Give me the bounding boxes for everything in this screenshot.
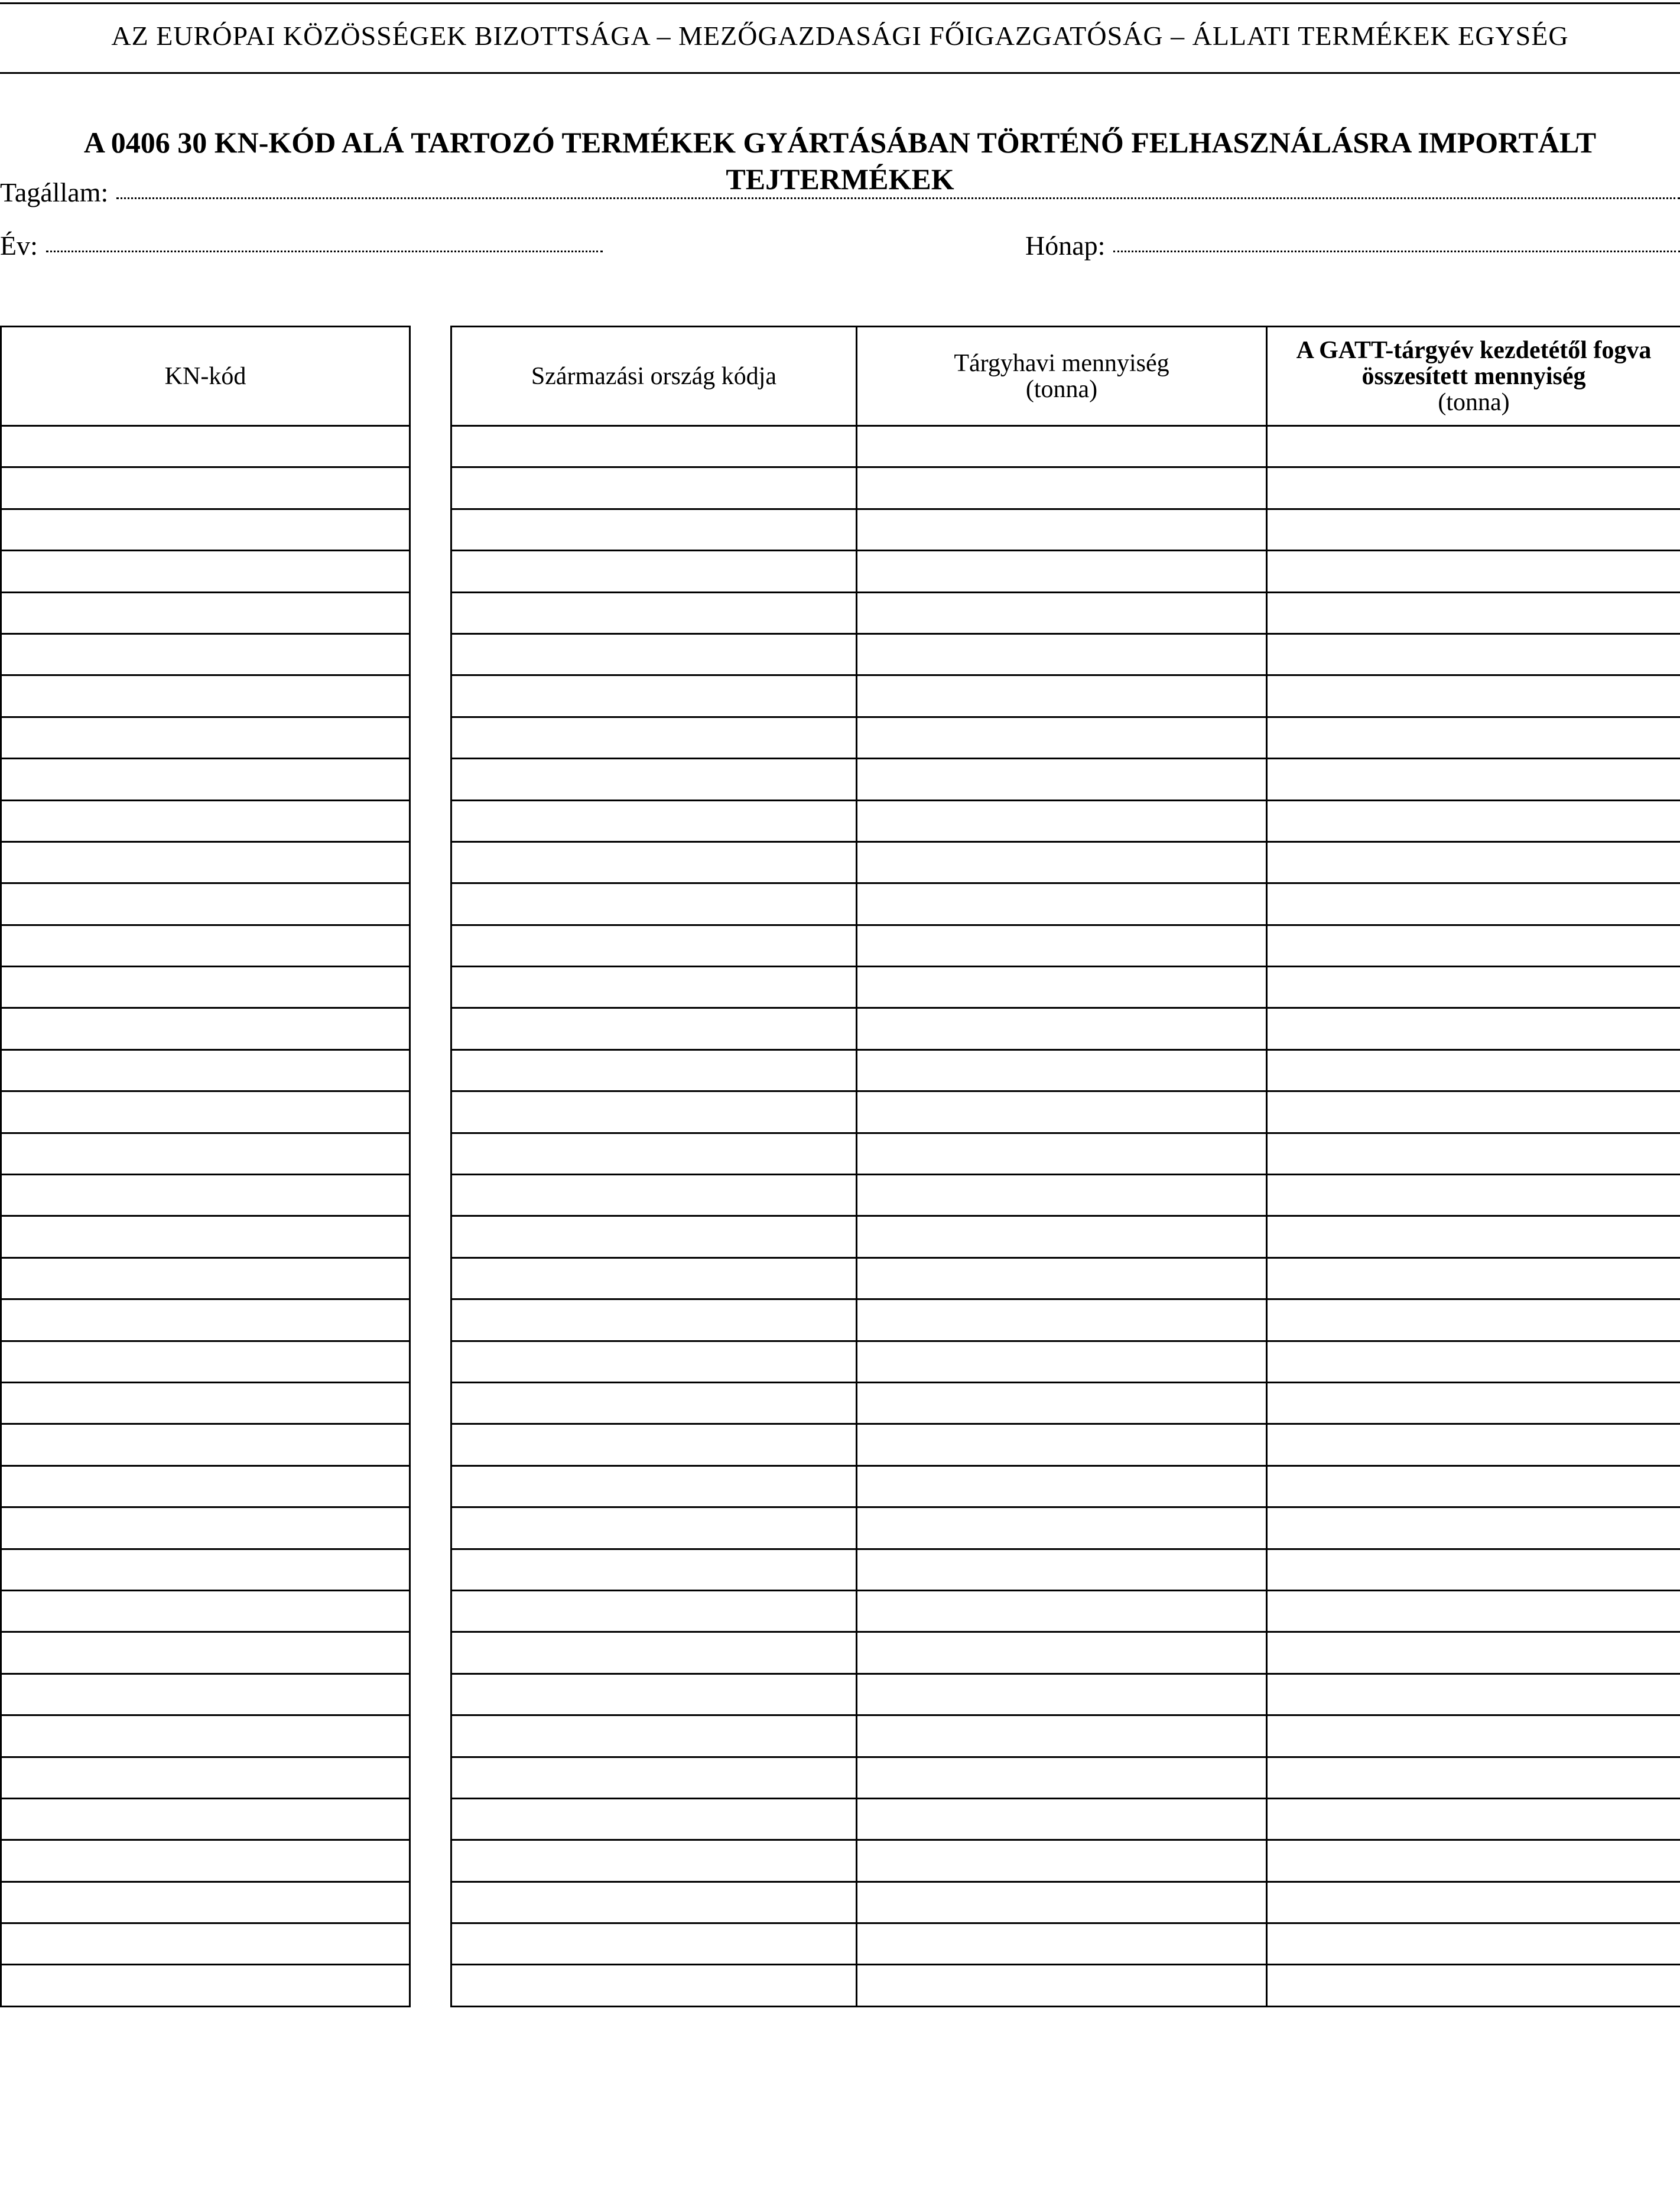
- table-row: [451, 1257, 1680, 1299]
- cumulative-quantity-cell[interactable]: [1267, 1507, 1680, 1549]
- cumulative-quantity-cell[interactable]: [1267, 883, 1680, 925]
- cn-code-cell[interactable]: [1, 426, 410, 467]
- cumulative-quantity-cell[interactable]: [1267, 551, 1680, 592]
- origin-code-cell[interactable]: [451, 800, 857, 841]
- table-row: [1, 1507, 410, 1549]
- table-row: [451, 1673, 1680, 1715]
- cumulative-quantity-cell[interactable]: [1267, 1881, 1680, 1923]
- cumulative-quantity-header-line1: A GATT-tárgyév kezdetétől fogva: [1296, 336, 1652, 364]
- monthly-quantity-cell[interactable]: [857, 1382, 1267, 1424]
- cn-code-cell[interactable]: [1, 717, 410, 758]
- cn-code-cell[interactable]: [1, 1549, 410, 1590]
- table-row: [1, 1798, 410, 1840]
- monthly-quantity-cell[interactable]: [857, 509, 1267, 550]
- header-bottom-rule: [0, 72, 1680, 74]
- origin-code-cell[interactable]: [451, 1757, 857, 1798]
- cn-code-header: KN-kód: [1, 327, 410, 426]
- cumulative-quantity-cell[interactable]: [1267, 1549, 1680, 1590]
- cn-code-cell[interactable]: [1, 1424, 410, 1465]
- monthly-quantity-cell[interactable]: [857, 1757, 1267, 1798]
- cn-code-cell[interactable]: [1, 1341, 410, 1382]
- cumulative-quantity-cell[interactable]: [1267, 592, 1680, 633]
- table-row: [451, 1382, 1680, 1424]
- table-row: [1, 1299, 410, 1341]
- origin-code-cell[interactable]: [451, 1049, 857, 1091]
- cumulative-quantity-cell[interactable]: [1267, 1341, 1680, 1382]
- table-row: [451, 1507, 1680, 1549]
- member-state-label: Tagállam:: [0, 177, 109, 207]
- top-rule: [0, 2, 1680, 4]
- cumulative-quantity-cell[interactable]: [1267, 1715, 1680, 1757]
- monthly-quantity-cell[interactable]: [857, 426, 1267, 467]
- monthly-quantity-cell[interactable]: [857, 1008, 1267, 1049]
- cn-code-cell[interactable]: [1, 467, 410, 509]
- cn-code-cell[interactable]: [1, 1840, 410, 1881]
- monthly-quantity-cell[interactable]: [857, 1175, 1267, 1216]
- cn-code-cell[interactable]: [1, 1923, 410, 1965]
- table-row: [1, 1341, 410, 1382]
- cumulative-quantity-cell[interactable]: [1267, 1175, 1680, 1216]
- table-row: [1, 1008, 410, 1049]
- cn-code-cell[interactable]: [1, 1881, 410, 1923]
- table-row: [1, 509, 410, 550]
- monthly-quantity-cell[interactable]: [857, 675, 1267, 717]
- monthly-quantity-header-line1: Tárgyhavi mennyiség: [954, 349, 1169, 377]
- cumulative-quantity-cell[interactable]: [1267, 1757, 1680, 1798]
- table-row: [451, 1965, 1680, 2006]
- monthly-quantity-cell[interactable]: [857, 1590, 1267, 1632]
- table-row: [1, 1049, 410, 1091]
- table-row: [1, 717, 410, 758]
- cn-code-cell[interactable]: [1, 1632, 410, 1673]
- table-row: [1, 633, 410, 675]
- monthly-quantity-cell[interactable]: [857, 1673, 1267, 1715]
- table-row: [451, 800, 1680, 841]
- cumulative-quantity-cell[interactable]: [1267, 1133, 1680, 1174]
- cn-code-cell[interactable]: [1, 1049, 410, 1091]
- origin-code-cell[interactable]: [451, 759, 857, 800]
- cn-code-cell[interactable]: [1, 675, 410, 717]
- monthly-quantity-cell[interactable]: [857, 967, 1267, 1008]
- table-row: [451, 1299, 1680, 1341]
- origin-code-cell[interactable]: [451, 509, 857, 550]
- origin-code-cell[interactable]: [451, 1299, 857, 1341]
- cn-code-table-body: [1, 426, 410, 2007]
- table-row: [451, 1008, 1680, 1049]
- table-row: [451, 1424, 1680, 1465]
- table-row: [451, 1341, 1680, 1382]
- quantity-table-body: [451, 426, 1680, 2007]
- cn-code-cell[interactable]: [1, 841, 410, 883]
- origin-code-cell[interactable]: [451, 1091, 857, 1133]
- cumulative-quantity-cell[interactable]: [1267, 1590, 1680, 1632]
- origin-code-cell[interactable]: [451, 1424, 857, 1465]
- table-row: [451, 551, 1680, 592]
- table-row: [451, 883, 1680, 925]
- table-row: [451, 759, 1680, 800]
- table-row: [1, 1673, 410, 1715]
- monthly-quantity-cell[interactable]: [857, 1632, 1267, 1673]
- member-state-field[interactable]: [0, 176, 1680, 209]
- table-row: [451, 841, 1680, 883]
- cumulative-quantity-cell[interactable]: [1267, 1091, 1680, 1133]
- monthly-quantity-cell[interactable]: [857, 1923, 1267, 1965]
- cn-code-cell[interactable]: [1, 1257, 410, 1299]
- origin-code-cell[interactable]: [451, 1840, 857, 1881]
- cumulative-quantity-header: [1267, 327, 1680, 426]
- table-row: [1, 1175, 410, 1216]
- table-row: [451, 1133, 1680, 1174]
- monthly-quantity-cell[interactable]: [857, 883, 1267, 925]
- origin-code-cell[interactable]: [451, 967, 857, 1008]
- table-row: [451, 1798, 1680, 1840]
- origin-code-cell[interactable]: [451, 633, 857, 675]
- member-state-fill-line[interactable]: [116, 197, 1680, 199]
- cumulative-quantity-cell[interactable]: [1267, 1632, 1680, 1673]
- monthly-quantity-cell[interactable]: [857, 1257, 1267, 1299]
- quantity-table: [450, 326, 1680, 2007]
- cumulative-quantity-cell[interactable]: [1267, 467, 1680, 509]
- monthly-quantity-cell[interactable]: [857, 1341, 1267, 1382]
- table-row: [1, 1965, 410, 2006]
- cumulative-quantity-cell[interactable]: [1267, 426, 1680, 467]
- cn-code-cell[interactable]: [1, 925, 410, 966]
- origin-code-cell[interactable]: [451, 1382, 857, 1424]
- origin-code-cell[interactable]: [451, 1881, 857, 1923]
- cumulative-quantity-cell[interactable]: [1267, 1965, 1680, 2006]
- table-row: [451, 426, 1680, 467]
- monthly-quantity-cell[interactable]: [857, 841, 1267, 883]
- cn-code-cell[interactable]: [1, 759, 410, 800]
- monthly-quantity-cell[interactable]: [857, 1133, 1267, 1174]
- cn-code-cell[interactable]: [1, 883, 410, 925]
- table-row: [451, 633, 1680, 675]
- table-row: [451, 1715, 1680, 1757]
- table-row: [451, 1757, 1680, 1798]
- cn-code-cell[interactable]: [1, 967, 410, 1008]
- table-row: [1, 1382, 410, 1424]
- origin-code-cell[interactable]: [451, 1465, 857, 1507]
- cn-code-cell[interactable]: [1, 1382, 410, 1424]
- table-row: [451, 1091, 1680, 1133]
- table-row: [1, 426, 410, 467]
- table-row: [1, 1549, 410, 1590]
- monthly-quantity-cell[interactable]: [857, 1424, 1267, 1465]
- origin-code-cell[interactable]: [451, 1257, 857, 1299]
- table-row: [1, 841, 410, 883]
- cumulative-quantity-cell[interactable]: [1267, 633, 1680, 675]
- cn-code-cell[interactable]: [1, 1757, 410, 1798]
- year-field[interactable]: [0, 229, 603, 262]
- table-row: [451, 1465, 1680, 1507]
- table-row: [1, 883, 410, 925]
- monthly-quantity-header-unit: (tonna): [1025, 375, 1098, 403]
- origin-code-cell[interactable]: [451, 1216, 857, 1257]
- table-row: [1, 800, 410, 841]
- monthly-quantity-cell[interactable]: [857, 1798, 1267, 1840]
- month-fill-line[interactable]: [1113, 251, 1680, 252]
- table-row: [1, 675, 410, 717]
- table-row: [1, 551, 410, 592]
- table-row: [451, 467, 1680, 509]
- cumulative-quantity-cell[interactable]: [1267, 1382, 1680, 1424]
- monthly-quantity-cell[interactable]: [857, 717, 1267, 758]
- cn-code-cell[interactable]: [1, 1673, 410, 1715]
- monthly-quantity-cell[interactable]: [857, 1091, 1267, 1133]
- month-label: Hónap:: [1025, 230, 1106, 261]
- monthly-quantity-cell[interactable]: [857, 551, 1267, 592]
- table-row: [451, 1590, 1680, 1632]
- origin-code-cell[interactable]: [451, 1549, 857, 1590]
- cn-code-cell[interactable]: [1, 1465, 410, 1507]
- table-row: [1, 1590, 410, 1632]
- month-field[interactable]: [1025, 229, 1680, 262]
- document-header: AZ EURÓPAI KÖZÖSSÉGEK BIZOTTSÁGA – MEZŐGAZDASÁGI FŐIGAZGATÓSÁG – ÁLLATI TERMÉKEK EGYSÉG: [111, 21, 1569, 51]
- origin-code-cell[interactable]: [451, 1590, 857, 1632]
- table-row: [451, 967, 1680, 1008]
- table-row: [1, 1881, 410, 1923]
- table-row: [451, 1881, 1680, 1923]
- table-row: [1, 467, 410, 509]
- origin-code-cell[interactable]: [451, 592, 857, 633]
- cn-code-cell[interactable]: [1, 1798, 410, 1840]
- cumulative-quantity-cell[interactable]: [1267, 800, 1680, 841]
- origin-code-cell[interactable]: [451, 467, 857, 509]
- cn-code-cell[interactable]: [1, 633, 410, 675]
- cn-code-cell[interactable]: [1, 800, 410, 841]
- cn-code-cell[interactable]: [1, 1590, 410, 1632]
- cn-code-cell[interactable]: [1, 1008, 410, 1049]
- table-row: [1, 1632, 410, 1673]
- table-row: [451, 925, 1680, 966]
- cn-code-table: [0, 326, 411, 2007]
- table-row: [1, 1757, 410, 1798]
- cumulative-quantity-cell[interactable]: [1267, 1840, 1680, 1881]
- year-label: Év:: [0, 230, 38, 261]
- origin-code-header: Származási ország kódja: [451, 327, 857, 426]
- monthly-quantity-cell[interactable]: [857, 467, 1267, 509]
- origin-code-cell[interactable]: [451, 551, 857, 592]
- monthly-quantity-cell[interactable]: [857, 1965, 1267, 2006]
- origin-code-cell[interactable]: [451, 1923, 857, 1965]
- table-row: [1, 1133, 410, 1174]
- table-row: [451, 1049, 1680, 1091]
- cn-code-cell[interactable]: [1, 1175, 410, 1216]
- monthly-quantity-cell[interactable]: [857, 1881, 1267, 1923]
- monthly-quantity-cell[interactable]: [857, 633, 1267, 675]
- origin-code-cell[interactable]: [451, 717, 857, 758]
- table-row: [1, 1091, 410, 1133]
- year-fill-line[interactable]: [46, 251, 603, 252]
- cn-code-cell[interactable]: [1, 1216, 410, 1257]
- table-row: [1, 592, 410, 633]
- table-row: [1, 1465, 410, 1507]
- cumulative-quantity-cell[interactable]: [1267, 1008, 1680, 1049]
- table-row: [1, 1923, 410, 1965]
- cn-code-cell[interactable]: [1, 551, 410, 592]
- origin-code-cell[interactable]: [451, 1632, 857, 1673]
- origin-code-cell[interactable]: [451, 841, 857, 883]
- cumulative-quantity-cell[interactable]: [1267, 1424, 1680, 1465]
- cn-code-cell[interactable]: [1, 1299, 410, 1341]
- table-row: [451, 1549, 1680, 1590]
- monthly-quantity-cell[interactable]: [857, 1549, 1267, 1590]
- cumulative-quantity-cell[interactable]: [1267, 717, 1680, 758]
- origin-code-cell[interactable]: [451, 925, 857, 966]
- cn-code-cell[interactable]: [1, 592, 410, 633]
- cumulative-quantity-cell[interactable]: [1267, 759, 1680, 800]
- cumulative-quantity-cell[interactable]: [1267, 675, 1680, 717]
- origin-code-cell[interactable]: [451, 1507, 857, 1549]
- origin-code-cell[interactable]: [451, 1673, 857, 1715]
- origin-code-cell[interactable]: [451, 883, 857, 925]
- table-row: [1, 1424, 410, 1465]
- cn-code-cell[interactable]: [1, 1507, 410, 1549]
- monthly-quantity-cell[interactable]: [857, 800, 1267, 841]
- form-title: A 0406 30 KN-KÓD ALÁ TARTOZÓ TERMÉKEK GYÁRTÁSÁBAN TÖRTÉNŐ FELHASZNÁLÁSRA IMPORTÁLT TEJTERMÉKEK: [83, 126, 1597, 196]
- origin-code-cell[interactable]: [451, 1008, 857, 1049]
- cn-code-cell[interactable]: [1, 509, 410, 550]
- table-row: [451, 675, 1680, 717]
- table-row: [451, 1923, 1680, 1965]
- cumulative-quantity-header-unit: (tonna): [1438, 388, 1510, 416]
- cn-code-cell[interactable]: [1, 1133, 410, 1174]
- table-row: [1, 1257, 410, 1299]
- table-row: [451, 1216, 1680, 1257]
- monthly-quantity-cell[interactable]: [857, 759, 1267, 800]
- cn-code-cell[interactable]: [1, 1965, 410, 2006]
- monthly-quantity-cell[interactable]: [857, 1049, 1267, 1091]
- cn-code-cell[interactable]: [1, 1715, 410, 1757]
- table-row: [451, 592, 1680, 633]
- origin-code-cell[interactable]: [451, 426, 857, 467]
- table-row: [1, 1715, 410, 1757]
- table-row: [451, 1840, 1680, 1881]
- monthly-quantity-cell[interactable]: [857, 592, 1267, 633]
- cumulative-quantity-cell[interactable]: [1267, 1257, 1680, 1299]
- origin-code-cell[interactable]: [451, 675, 857, 717]
- cn-code-cell[interactable]: [1, 1091, 410, 1133]
- cumulative-quantity-cell[interactable]: [1267, 1923, 1680, 1965]
- origin-code-cell[interactable]: [451, 1798, 857, 1840]
- monthly-quantity-cell[interactable]: [857, 1507, 1267, 1549]
- table-row: [1, 925, 410, 966]
- table-row: [451, 717, 1680, 758]
- cumulative-quantity-header-line2: összesített mennyiség: [1361, 362, 1586, 390]
- monthly-quantity-cell[interactable]: [857, 925, 1267, 966]
- monthly-quantity-cell[interactable]: [857, 1216, 1267, 1257]
- monthly-quantity-cell[interactable]: [857, 1465, 1267, 1507]
- cumulative-quantity-cell[interactable]: [1267, 1049, 1680, 1091]
- cumulative-quantity-cell[interactable]: [1267, 841, 1680, 883]
- table-row: [1, 967, 410, 1008]
- table-row: [1, 1216, 410, 1257]
- cumulative-quantity-cell[interactable]: [1267, 1673, 1680, 1715]
- monthly-quantity-cell[interactable]: [857, 1840, 1267, 1881]
- table-row: [451, 509, 1680, 550]
- origin-code-cell[interactable]: [451, 1175, 857, 1216]
- origin-code-cell[interactable]: [451, 1341, 857, 1382]
- cumulative-quantity-cell[interactable]: [1267, 925, 1680, 966]
- origin-code-cell[interactable]: [451, 1965, 857, 2006]
- cumulative-quantity-cell[interactable]: [1267, 1216, 1680, 1257]
- cumulative-quantity-cell[interactable]: [1267, 1299, 1680, 1341]
- table-row: [1, 759, 410, 800]
- cumulative-quantity-cell[interactable]: [1267, 509, 1680, 550]
- origin-code-cell[interactable]: [451, 1133, 857, 1174]
- cumulative-quantity-cell[interactable]: [1267, 1465, 1680, 1507]
- table-row: [1, 1840, 410, 1881]
- cumulative-quantity-cell[interactable]: [1267, 967, 1680, 1008]
- monthly-quantity-cell[interactable]: [857, 1715, 1267, 1757]
- table-row: [451, 1632, 1680, 1673]
- table-row: [451, 1175, 1680, 1216]
- monthly-quantity-cell[interactable]: [857, 1299, 1267, 1341]
- monthly-quantity-header: [857, 327, 1267, 426]
- origin-code-cell[interactable]: [451, 1715, 857, 1757]
- cumulative-quantity-cell[interactable]: [1267, 1798, 1680, 1840]
